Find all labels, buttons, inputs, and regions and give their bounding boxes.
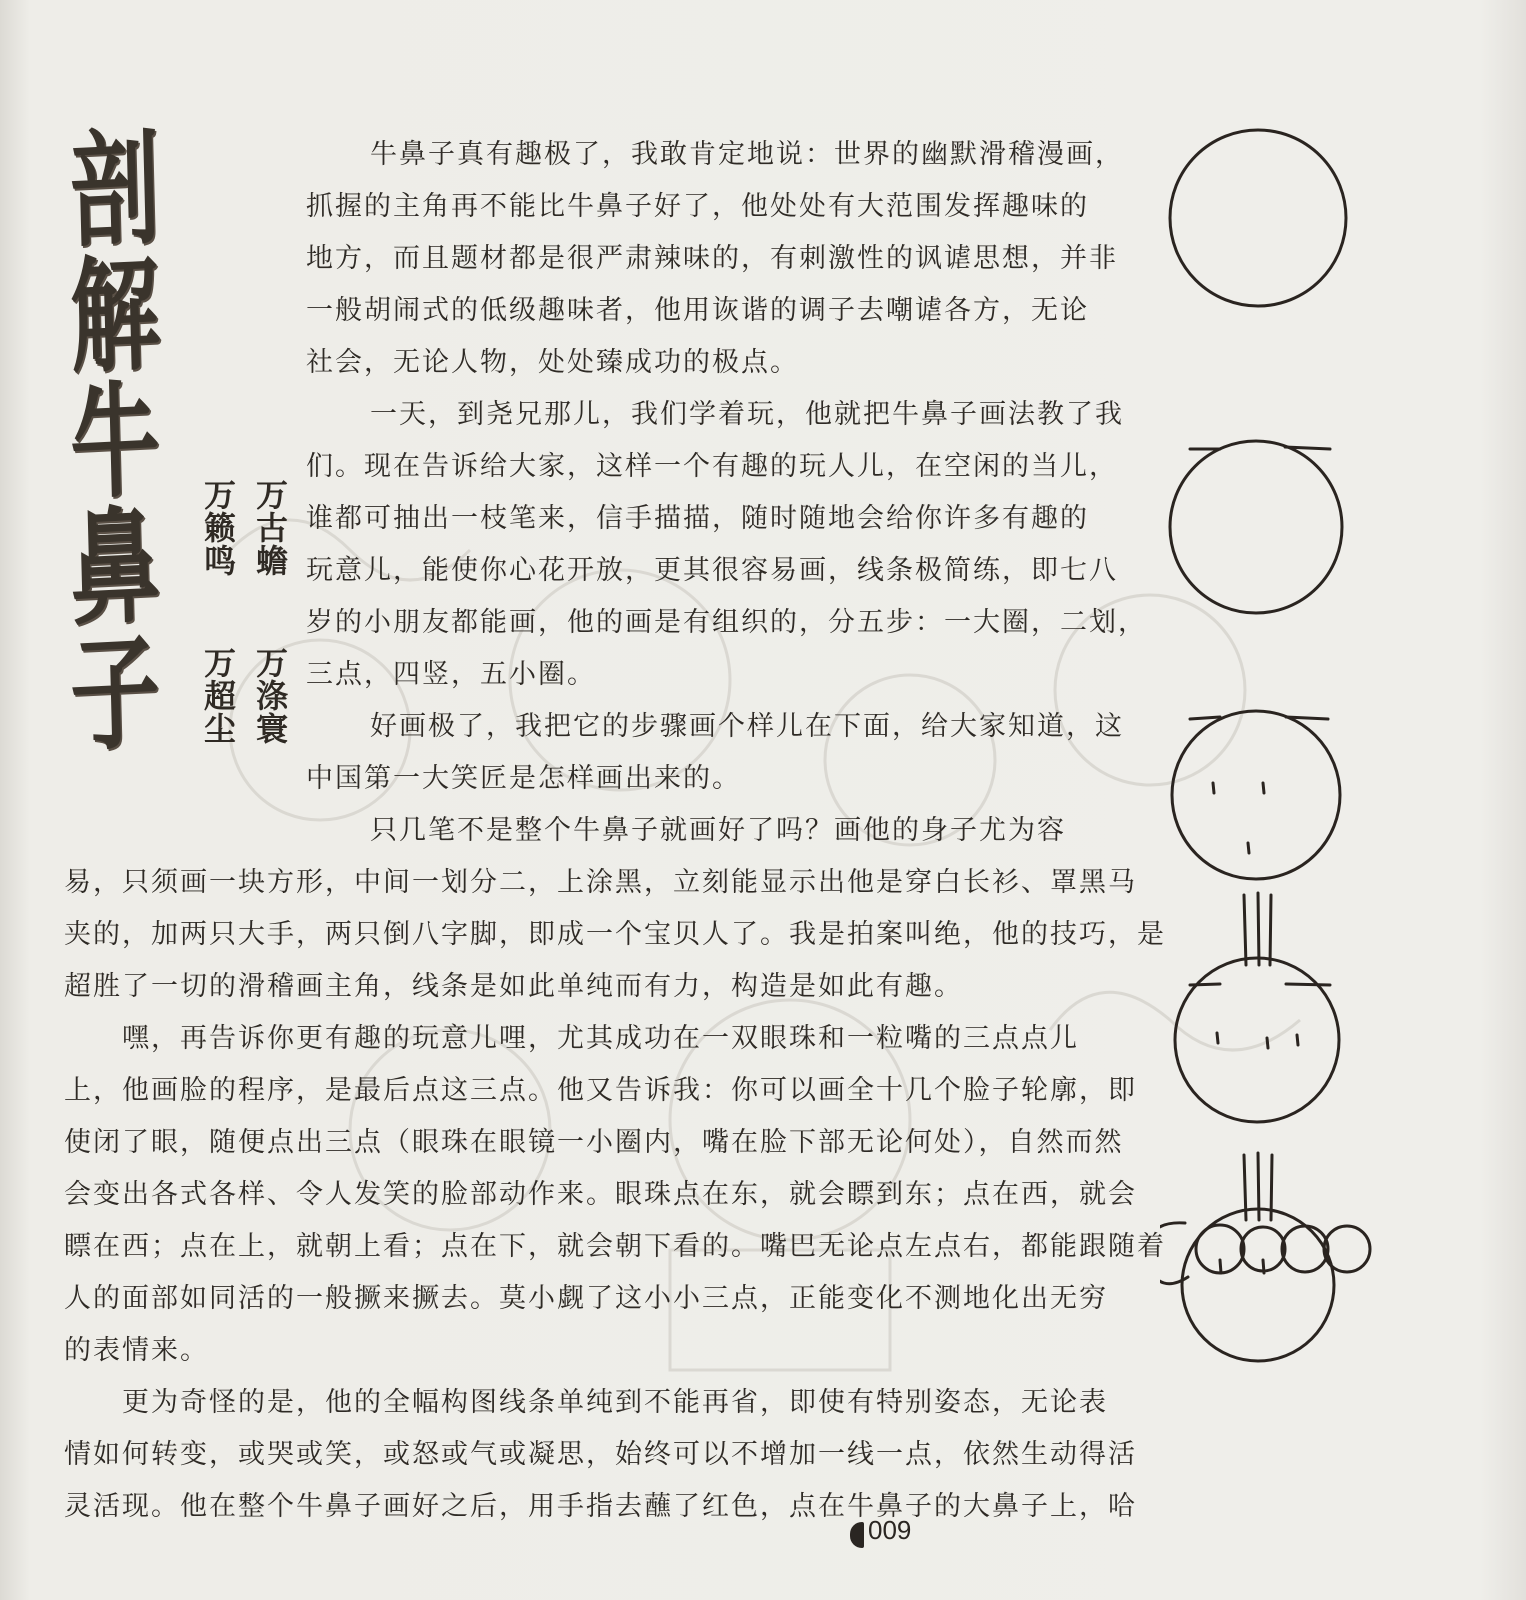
- body-line: 们。现在告诉给大家，这样一个有趣的玩人儿，在空闲的当儿，: [306, 451, 1118, 482]
- step1-circle: [1170, 130, 1346, 306]
- step3-circle: [1172, 711, 1340, 879]
- step4-hair: [1244, 893, 1271, 965]
- step5-glass-3: [1282, 1226, 1328, 1272]
- body-line: 牛鼻子真有趣极了，我敢肯定地说：世界的幽默滑稽漫画，: [370, 139, 1124, 170]
- body-line: 一般胡闹式的低级趣味者，他用诙谐的调子去嘲谑各方，无论: [306, 295, 1089, 326]
- author-name: 万古蟾: [251, 478, 289, 577]
- body-line: 好画极了，我把它的步骤画个样儿在下面，给大家知道，这: [370, 711, 1124, 742]
- step4-circle: [1175, 958, 1339, 1122]
- author-name: 万籁鸣: [199, 478, 237, 577]
- title-char: 解: [68, 242, 162, 392]
- body-line: 只几笔不是整个牛鼻子就画好了吗？画他的身子尤为容: [370, 815, 1066, 846]
- step4-eyebrow-left: [1190, 984, 1220, 985]
- step3-dot-right: [1263, 783, 1264, 793]
- body-line: 夹的，加两只大手，两只倒八字脚，即成一个宝贝人了。我是拍案叫绝，他的技巧，是: [64, 919, 1166, 950]
- body-line: 人的面部如同活的一般撅来撅去。莫小觑了这小小三点，正能变化不测地化出无穷: [64, 1283, 1108, 1314]
- body-line: 情如何转变，或哭或笑，或怒或气或凝思，始终可以不增加一线一点，依然生动得活: [64, 1439, 1137, 1470]
- author-name: 万涤寰: [251, 646, 289, 745]
- body-line: 灵活现。他在整个牛鼻子画好之后，用手指去蘸了红色，点在牛鼻子的大鼻子上，哈: [64, 1491, 1137, 1522]
- author-name: 万超尘: [199, 646, 237, 745]
- body-line: 地方，而且题材都是很严肃辣味的，有刺激性的讽谑思想，并非: [306, 243, 1118, 274]
- body-line: 嘿，再告诉你更有趣的玩意儿哩，尤其成功在一双眼珠和一粒嘴的三点点儿: [122, 1023, 1079, 1054]
- body-line: 一天，到尧兄那儿，我们学着玩，他就把牛鼻子画法教了我: [370, 399, 1124, 430]
- author-credits: [196, 478, 300, 768]
- body-line: 中国第一大笑匠是怎样画出来的。: [306, 763, 741, 794]
- step2-circle: [1170, 441, 1342, 613]
- article-title: [40, 116, 190, 770]
- step3-dot-mouth: [1248, 843, 1249, 853]
- step3-dot-left: [1213, 783, 1214, 793]
- step5-dot-left: [1220, 1260, 1221, 1273]
- drawing-steps-illustration: [1160, 115, 1460, 1365]
- body-line: 岁的小朋友都能画，他的画是有组织的，分五步：一大圈，二划，: [306, 607, 1147, 638]
- body-line: 玩意儿，能使你心花开放，更其很容易画，线条极简练，即七八: [306, 555, 1118, 586]
- body-line: 更为奇怪的是，他的全幅构图线条单纯到不能再省，即使有特别姿态，无论表: [122, 1387, 1108, 1418]
- step5-glass-4: [1324, 1226, 1370, 1272]
- body-line: 瞟在西；点在上，就朝上看；点在下，就会朝下看的。嘴巴无论点左点右，都能跟随着: [64, 1231, 1166, 1262]
- step3-eyebrow-right: [1286, 717, 1328, 719]
- title-char: 鼻: [68, 494, 162, 644]
- step4-dot-left: [1217, 1033, 1218, 1043]
- body-line: 的表情来。: [64, 1335, 209, 1366]
- body-line: 上，他画脸的程序，是最后点这三点。他又告诉我：你可以画全十几个脸子轮廓，即: [64, 1075, 1137, 1106]
- body-line: 三点，四竖，五小圈。: [306, 659, 596, 690]
- step5-dot-right: [1263, 1260, 1264, 1273]
- step4-dot-right: [1267, 1038, 1268, 1048]
- title-char: 牛: [68, 368, 162, 518]
- step2-eyebrow-right: [1285, 447, 1330, 449]
- title-char: 剖: [68, 116, 162, 266]
- step4-eyebrow-right: [1286, 984, 1330, 985]
- title-char: 子: [68, 620, 162, 770]
- body-line: 超胜了一切的滑稽画主角，线条是如此单纯而有力，构造是如此有趣。: [64, 971, 963, 1002]
- body-line: 易，只须画一块方形，中间一划分二，上涂黑，立刻能显示出他是穿白长衫、罩黑马: [64, 867, 1137, 898]
- body-line: 抓握的主角再不能比牛鼻子好了，他处处有大范围发挥趣味的: [306, 191, 1089, 222]
- body-line: 谁都可抽出一枝笔来，信手描描，随时随地会给你许多有趣的: [306, 503, 1089, 534]
- body-line: 社会，无论人物，处处臻成功的极点。: [306, 347, 799, 378]
- step3-eyebrow-left: [1190, 717, 1220, 719]
- step4-dot-mouth: [1297, 1035, 1298, 1045]
- page-number: 009: [868, 1515, 912, 1545]
- body-line: 会变出各式各样、令人发笑的脸部动作来。眼珠点在东，就会瞟到东；点在西，就会: [64, 1179, 1137, 1210]
- body-line: 使闭了眼，随便点出三点（眼珠在眼镜一小圈内，嘴在脸下部无论何处），自然而然: [64, 1127, 1124, 1158]
- page-number-mark: [850, 1522, 864, 1548]
